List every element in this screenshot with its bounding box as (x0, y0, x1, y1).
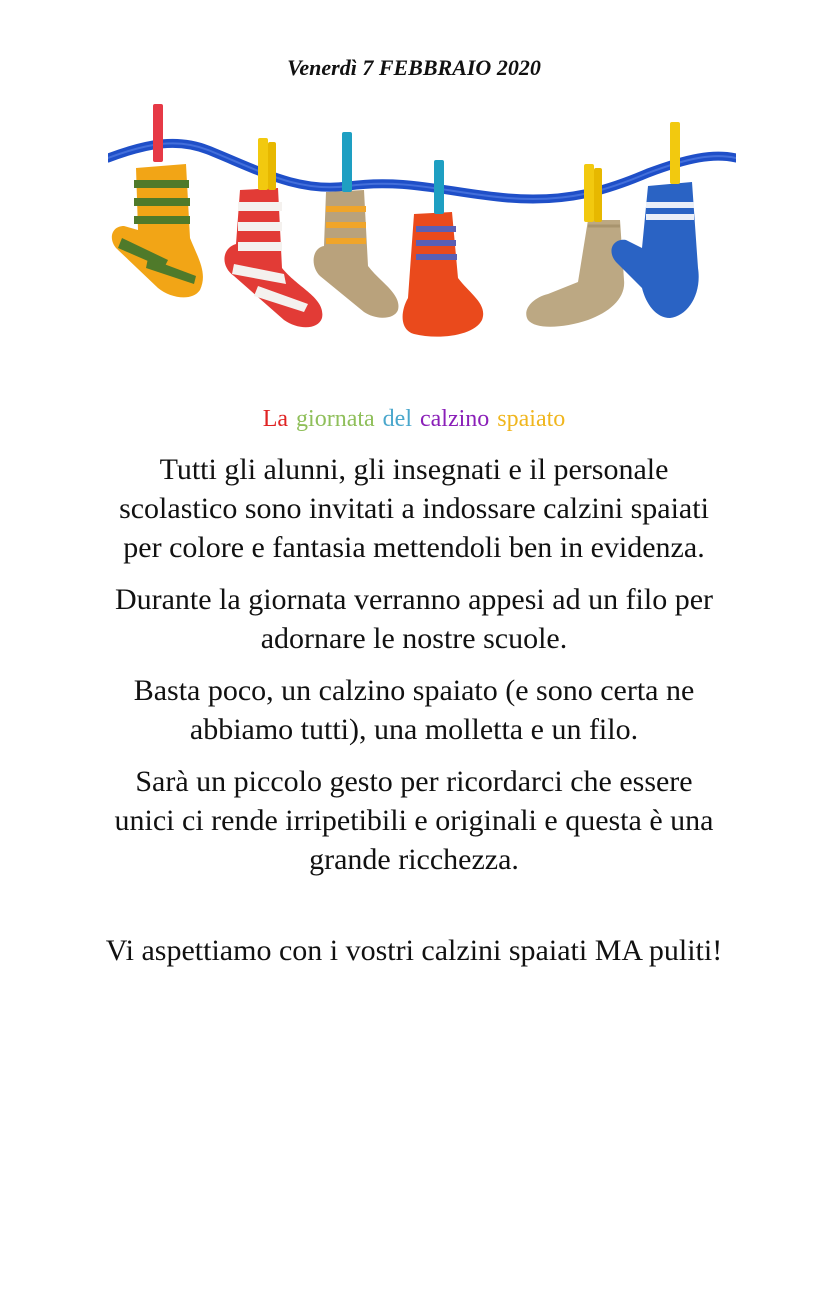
sock-blue (611, 182, 698, 318)
clip-2 (258, 138, 268, 190)
paragraph-hanging: Durante la giornata verranno appesi ad un filo per adornare le nostre scuole. (114, 583, 714, 655)
flyer-body (104, 450, 724, 983)
hanging-socks-illustration (108, 98, 736, 348)
sock-red-white (224, 188, 322, 327)
clip-1 (153, 104, 163, 162)
sock-tan (526, 220, 624, 327)
title-word-del: del (382, 406, 412, 432)
sock-yellow (112, 164, 203, 297)
paragraph-meaning: Sarà un piccolo gesto per ricordarci che essere unici ci rende irripetibili e originali e questa è una grande ricchezza. (114, 765, 714, 876)
sock-orange (403, 212, 484, 337)
paragraph-closing: Vi aspettiamo con i vostri calzini spaiati MA puliti! (105, 934, 723, 967)
title-word-spaiato: spaiato (497, 406, 566, 432)
paragraph-requirements: Basta poco, un calzino spaiato (e sono certa ne abbiamo tutti), una molletta e un filo. (133, 674, 695, 746)
sock-beige (314, 190, 399, 318)
flyer-date: Venerdì 7 FEBBRAIO 2020 (287, 55, 541, 80)
clip-5 (584, 164, 594, 222)
clip-4 (434, 160, 444, 214)
clip-3 (342, 132, 352, 192)
event-title (0, 404, 828, 434)
clip-6 (670, 122, 680, 184)
paragraph-invitation: Tutti gli alunni, gli insegnati e il personale scolastico sono invitati a indossare calzini spaiati per colore e fantasia mettendoli ben in evidenza. (119, 453, 709, 564)
title-word-giornata: giornata (296, 406, 375, 432)
title-word-la: La (262, 406, 289, 432)
title-word-calzino: calzino (420, 406, 490, 432)
ribbon (108, 143, 736, 199)
